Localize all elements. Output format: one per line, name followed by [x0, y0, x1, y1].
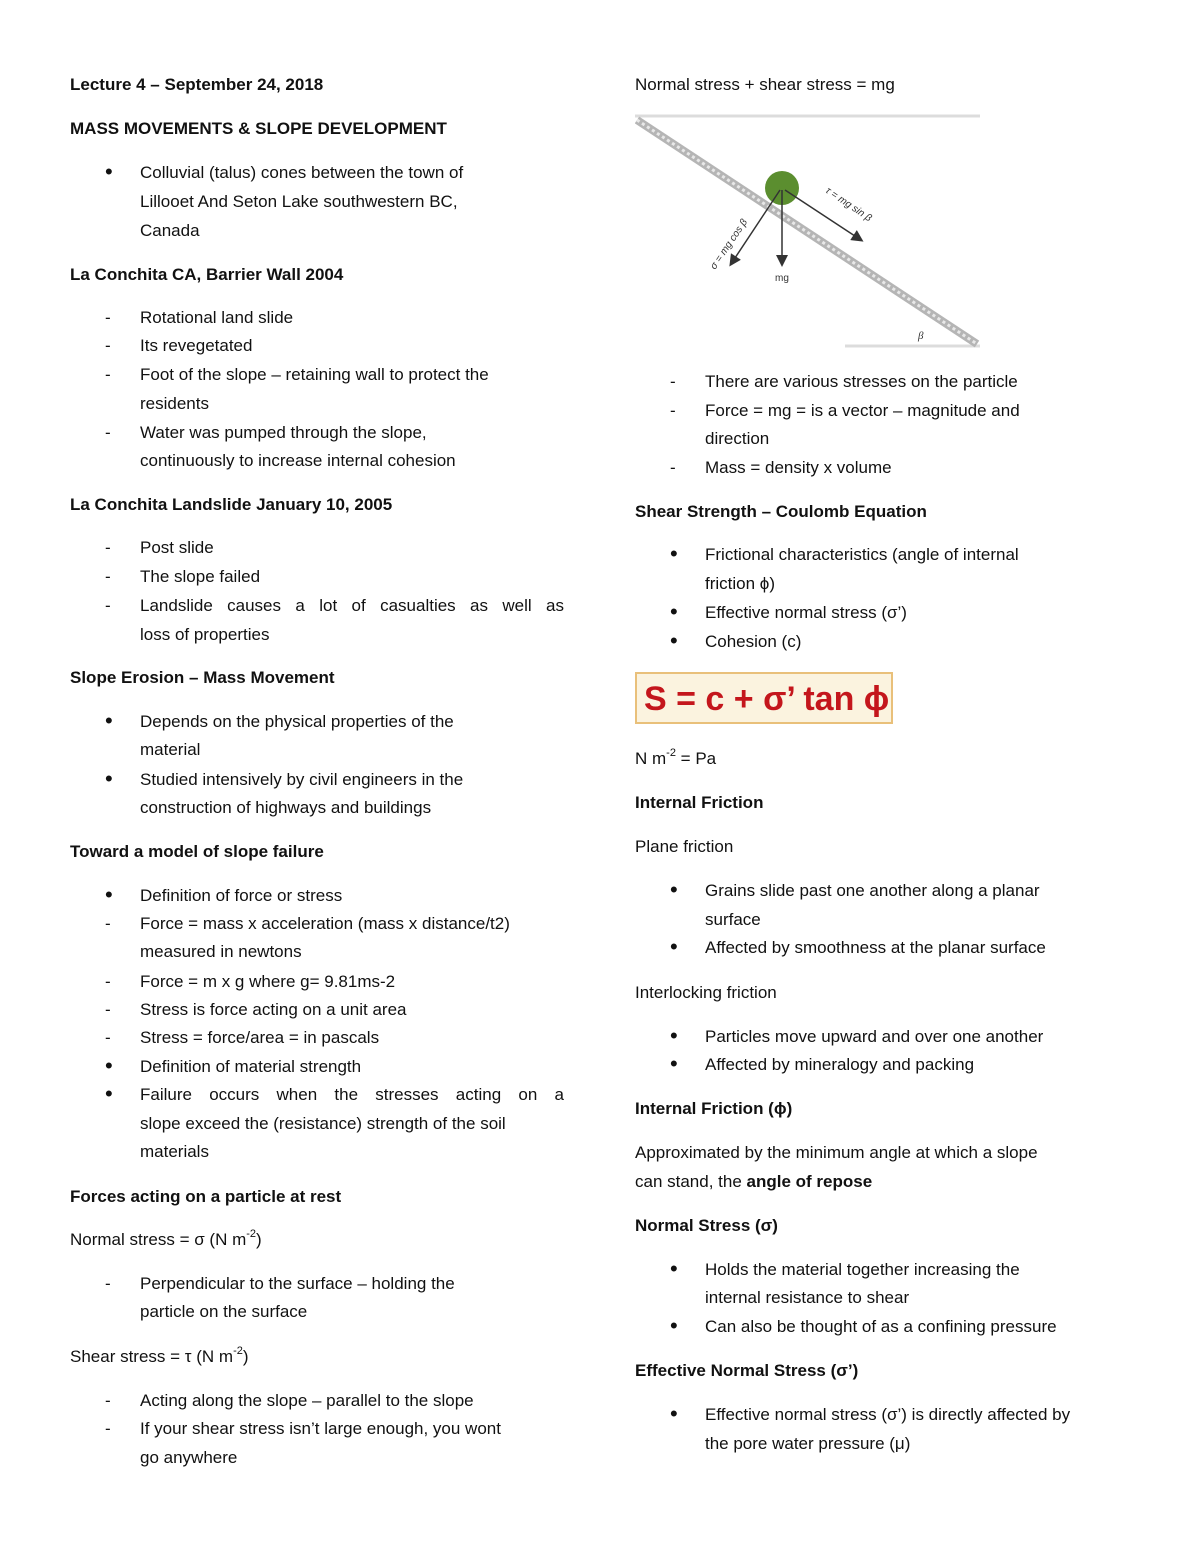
dash-marker: - — [105, 308, 111, 327]
list-item: surface — [705, 910, 761, 929]
angle-of-repose-line-1: Approximated by the minimum angle at which a slope — [635, 1143, 1038, 1162]
heading-normal-stress: Normal Stress (σ) — [635, 1216, 778, 1235]
angle-label: β — [918, 330, 924, 342]
bullet-icon: • — [670, 934, 678, 959]
list-item: Foot of the slope – retaining wall to protect the — [140, 365, 489, 384]
dash-marker: - — [105, 1274, 111, 1293]
heading-internal-friction-phi: Internal Friction (ϕ) — [635, 1099, 793, 1118]
list-item: Rotational land slide — [140, 308, 294, 327]
heading-slope-erosion: Slope Erosion – Mass Movement — [70, 668, 335, 687]
list-item: Grains slide past one another along a planar — [705, 881, 1040, 900]
list-item: slope exceed the (resistance) strength of the soil — [140, 1114, 506, 1133]
dash-marker: - — [105, 538, 111, 557]
list-item: particle on the surface — [140, 1302, 308, 1321]
bullet-icon: • — [670, 541, 678, 566]
bullet-icon: • — [670, 1313, 678, 1338]
shear-force-label: τ = mg sin β — [823, 185, 874, 225]
list-item: Stress = force/area = in pascals — [140, 1028, 380, 1047]
list-item: Force = mass x acceleration (mass x distance/t2) — [140, 914, 510, 933]
list-item: internal resistance to shear — [705, 1288, 910, 1307]
list-item: Frictional characteristics (angle of internal — [705, 545, 1019, 564]
slope-force-diagram — [635, 114, 980, 350]
heading-effective-normal-stress: Effective Normal Stress (σ’) — [635, 1361, 859, 1380]
shear-force-arrow — [785, 190, 861, 240]
heading-internal-friction: Internal Friction — [635, 793, 764, 812]
interlocking-friction-label: Interlocking friction — [635, 983, 777, 1002]
list-item: construction of highways and buildings — [140, 798, 432, 817]
coulomb-formula-box — [635, 672, 893, 724]
dash-marker: - — [105, 336, 111, 355]
coulomb-formula: S = c + σ’ tan ϕ — [644, 680, 890, 718]
list-item: Lillooet And Seton Lake southwestern BC, — [140, 192, 458, 211]
angle-of-repose-line-2 — [635, 1171, 872, 1193]
list-item: continuously to increase internal cohesion — [140, 451, 456, 470]
shear-stress-text: Shear stress = τ (N m — [70, 1347, 234, 1366]
angle-of-repose-term: angle of repose — [746, 1172, 873, 1191]
list-item: The slope failed — [140, 567, 261, 586]
dash-marker: - — [105, 914, 111, 933]
list-item: Effective normal stress (σ’) is directly affected by — [705, 1405, 1071, 1424]
bullet-icon: • — [105, 766, 113, 791]
superscript: -2 — [246, 1228, 257, 1240]
bullet-icon: • — [105, 159, 113, 184]
list-item: Stress is force acting on a unit area — [140, 1000, 407, 1019]
bullet-icon: • — [670, 599, 678, 624]
lecture-title: Lecture 4 – September 24, 2018 — [70, 75, 324, 94]
repose-text: can stand, the — [635, 1172, 747, 1191]
heading-model-slope-failure: Toward a model of slope failure — [70, 842, 324, 861]
list-item: materials — [140, 1142, 209, 1161]
normal-stress-text: Normal stress = σ (N m — [70, 1230, 247, 1249]
weight-label: mg — [775, 273, 789, 284]
list-item: measured in newtons — [140, 942, 302, 961]
dash-marker: - — [105, 596, 111, 615]
normal-plus-shear-line: Normal stress + shear stress = mg — [635, 75, 895, 94]
list-item: Definition of material strength — [140, 1057, 362, 1076]
list-item: Force = m x g where g= 9.81ms-2 — [140, 972, 396, 991]
list-item: Affected by mineralogy and packing — [705, 1055, 975, 1074]
dash-marker: - — [105, 365, 111, 384]
list-item: Post slide — [140, 538, 214, 557]
list-item: There are various stresses on the particle — [705, 372, 1018, 391]
list-item: Colluvial (talus) cones between the town of — [140, 163, 464, 182]
list-item: Water was pumped through the slope, — [140, 423, 427, 442]
list-item: Canada — [140, 221, 200, 240]
dash-marker: - — [105, 423, 111, 442]
normal-stress-definition — [70, 1229, 262, 1253]
superscript: -2 — [666, 747, 676, 759]
list-item: Force = mg = is a vector – magnitude and — [705, 401, 1020, 420]
dash-marker: - — [670, 372, 676, 391]
pascal-unit-line — [635, 748, 716, 772]
list-item: Effective normal stress (σ’) — [705, 603, 907, 622]
dash-marker: - — [105, 567, 111, 586]
list-item: Particles move upward and over one another — [705, 1027, 1044, 1046]
list-item: Studied intensively by civil engineers in the — [140, 770, 464, 789]
dash-marker: - — [670, 401, 676, 420]
dash-marker: - — [670, 458, 676, 477]
bullet-icon: • — [105, 708, 113, 733]
list-item: Cohesion (c) — [705, 632, 802, 651]
bullet-icon: • — [105, 1053, 113, 1078]
heading-la-conchita-landslide: La Conchita Landslide January 10, 2005 — [70, 495, 393, 514]
dash-marker: - — [105, 1028, 111, 1047]
list-item: Perpendicular to the surface – holding the — [140, 1274, 455, 1293]
closing-paren: ) — [242, 1347, 249, 1366]
list-item: friction ϕ) — [705, 574, 775, 593]
list-item: material — [140, 740, 201, 759]
dash-marker: - — [105, 1419, 111, 1438]
plane-friction-label: Plane friction — [635, 837, 734, 856]
list-item: Failure occurs when the stresses acting on a — [140, 1085, 564, 1104]
bullet-icon: • — [670, 628, 678, 653]
bullet-icon: • — [670, 877, 678, 902]
list-item: residents — [140, 394, 209, 413]
bullet-icon: • — [670, 1256, 678, 1281]
list-item: Definition of force or stress — [140, 886, 343, 905]
list-item: direction — [705, 429, 770, 448]
list-item: Mass = density x volume — [705, 458, 892, 477]
bullet-icon: • — [670, 1401, 678, 1426]
unit-equals: = Pa — [675, 749, 717, 768]
list-item: Depends on the physical properties of the — [140, 712, 454, 731]
list-item: If your shear stress isn’t large enough, you wont — [140, 1419, 501, 1438]
list-item: Holds the material together increasing the — [705, 1260, 1020, 1279]
bullet-icon: • — [670, 1051, 678, 1076]
list-item: Its revegetated — [140, 336, 253, 355]
heading-forces-particle: Forces acting on a particle at rest — [70, 1187, 342, 1206]
list-item: the pore water pressure (μ) — [705, 1434, 911, 1453]
closing-paren: ) — [256, 1230, 262, 1249]
heading-la-conchita-wall: La Conchita CA, Barrier Wall 2004 — [70, 265, 344, 284]
bullet-icon: • — [105, 882, 113, 907]
unit-text: N m — [635, 749, 667, 768]
list-item: Landslide causes a lot of casualties as well as — [140, 596, 564, 615]
dash-marker: - — [105, 1391, 111, 1410]
superscript: -2 — [233, 1345, 243, 1357]
shear-stress-definition — [70, 1346, 249, 1370]
list-item: Can also be thought of as a confining pressure — [705, 1317, 1057, 1336]
bullet-icon: • — [105, 1081, 113, 1106]
list-item: go anywhere — [140, 1448, 238, 1467]
dash-marker: - — [105, 972, 111, 991]
normal-force-label: σ = mg cos β — [708, 217, 751, 272]
list-item: Acting along the slope – parallel to the slope — [140, 1391, 474, 1410]
dash-marker: - — [105, 1000, 111, 1019]
heading-coulomb-equation: Shear Strength – Coulomb Equation — [635, 502, 927, 521]
list-item: Affected by smoothness at the planar surface — [705, 938, 1046, 957]
section-heading-mass-movements: MASS MOVEMENTS & SLOPE DEVELOPMENT — [70, 119, 447, 138]
list-item: loss of properties — [140, 625, 270, 644]
bullet-icon: • — [670, 1023, 678, 1048]
